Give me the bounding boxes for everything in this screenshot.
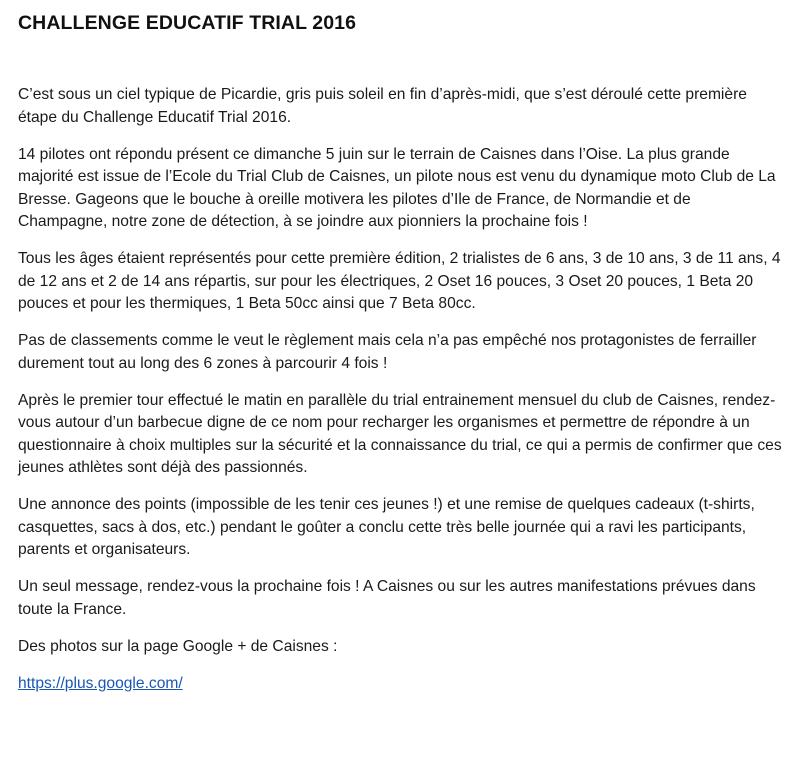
document-page [18,0,783,692]
paragraph-ages: Tous les âges étaient représentés pour cette première édition, 2 trialistes de 6 ans, 3 de 10 ans, 3 de 11 ans, 4 de 12 ans et 2 de 14 ans répartis, sur pour les électriques, 2 Oset 16 pouces, 3 Oset 20 pouces, 1 Beta 20 pouces et pour les thermiques, 1 Beta 50cc ainsi que 7 Beta 80cc. [18,250,781,312]
paragraph-intro: C’est sous un ciel typique de Picardie, gris puis soleil en fin d’après-midi, que s’est déroulé cette première étape du Challenge Educatif Trial 2016. [18,86,747,126]
page-title: CHALLENGE EDUCATIF TRIAL 2016 [18,12,357,34]
paragraph-photos: Des photos sur la page Google + de Caisnes : [18,637,338,655]
paragraph-message: Un seul message, rendez-vous la prochaine fois ! A Caisnes ou sur les autres manifestations prévues dans toute la France. [18,578,756,618]
paragraph-first-round: Après le premier tour effectué le matin en parallèle du trial entrainement mensuel du club de Caisnes, rendez-vous autour d’un barbecue digne de ce nom pour recharger les organismes et permettre de répondre à un questionnaire à choix multiples sur la sécurité et la connaissance du trial, ce qui a permis de confirmer que ces jeunes athlètes sont déjà des passionnés. [18,391,782,476]
link-paragraph [18,673,783,696]
article-body [18,84,783,710]
google-plus-link[interactable]: https://plus.google.com/ [18,674,183,692]
paragraph-rules: Pas de classements comme le veut le règlement mais cela n’a pas empêché nos protagonistes de ferrailler durement tout au long des 6 zones à parcourir 4 fois ! [18,332,757,372]
paragraph-pilots: 14 pilotes ont répondu présent ce dimanche 5 juin sur le terrain de Caisnes dans l’Oise. La plus grande majorité est issue de l’Ecole du Trial Club de Caisnes, un pilote nous est venu du dynamique moto Club de La Bresse. Gageons que le bouche à oreille motivera les pilotes d’Ile de France, de Normandie et de Champagne, notre zone de détection, à se joindre aux pionniers la prochaine fois ! [18,145,776,230]
paragraph-points: Une annonce des points (impossible de les tenir ces jeunes !) et une remise de quelques cadeaux (t-shirts, casquettes, sacs à dos, etc.) pendant le goûter a conclu cette très belle journée qui a ravi les participants, parents et organisateurs. [18,496,755,558]
